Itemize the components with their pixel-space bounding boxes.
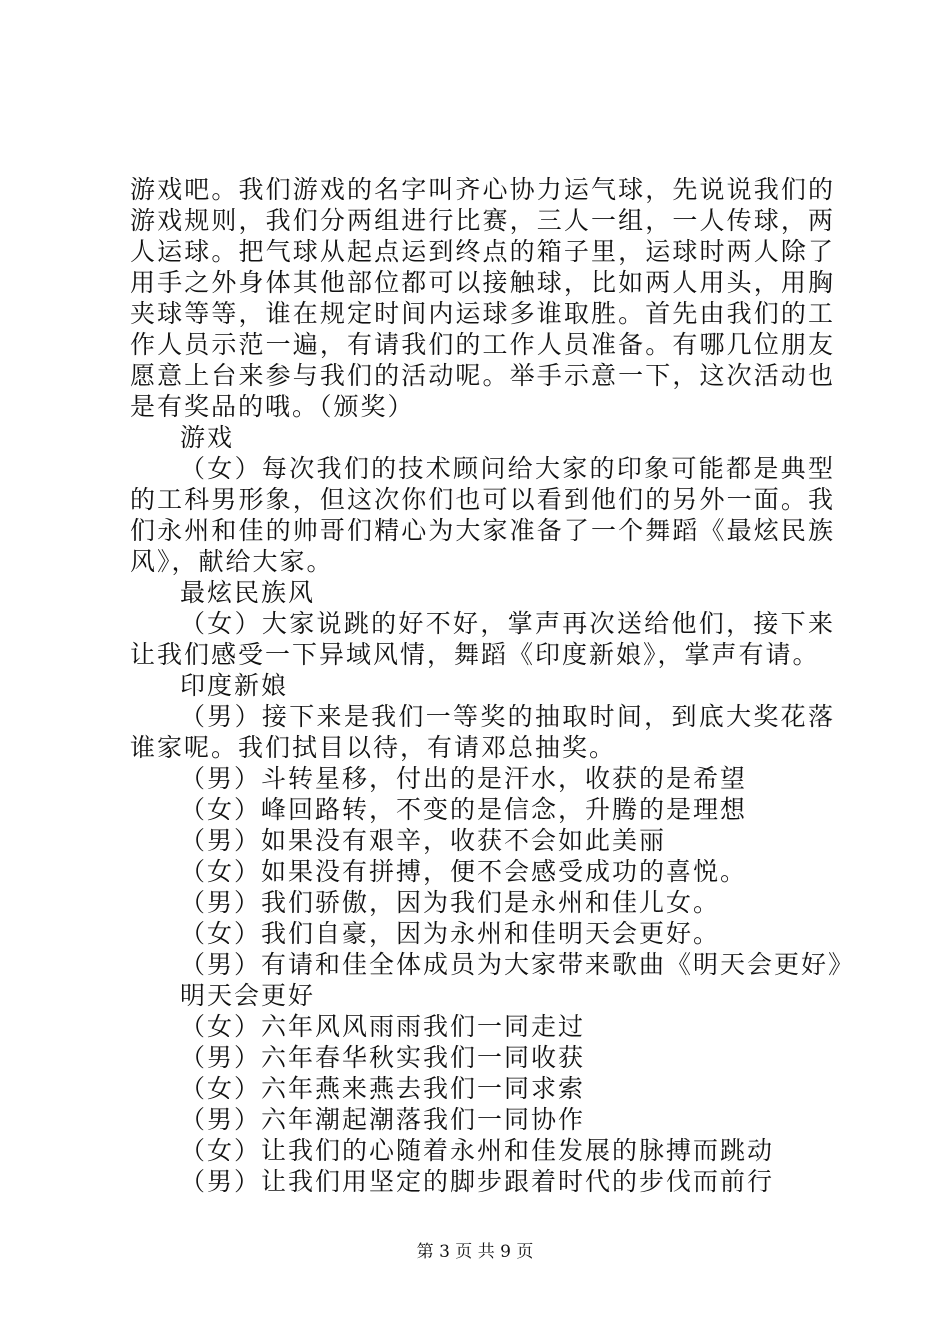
dialogue-line: （男）斗转星移，付出的是汗水，收获的是希望 <box>180 764 748 793</box>
dialogue-line: （女）我们自豪，因为永州和佳明天会更好。 <box>180 919 721 948</box>
dialogue-line: （男）六年潮起潮落我们一同协作 <box>180 1105 586 1134</box>
dialogue-line: （男）让我们用坚定的脚步跟着时代的步伐而前行 <box>180 1167 775 1196</box>
document-body <box>130 174 856 1197</box>
paragraph-dance-intro: （女）每次我们的技术顾问给大家的印象可能都是典型的工科男形象，但这次你们也可以看到他们的另外一面。我们永州和佳的帅哥们精心为大家准备了一个舞蹈《最炫民族风》，献给大家。 <box>130 454 835 576</box>
dialogue-line: （女）峰回路转，不变的是信念，升腾的是理想 <box>180 795 748 824</box>
dialogue-line: （女）六年燕来燕去我们一同求索 <box>180 1074 586 1103</box>
dialogue-line: （男）六年春华秋实我们一同收获 <box>180 1043 586 1072</box>
dialogue-line: （男）我们骄傲，因为我们是永州和佳儿女。 <box>180 888 721 917</box>
dialogue-line: （男）如果没有艰辛，收获不会如此美丽 <box>180 826 667 855</box>
dialogue-line: （男）有请和佳全体成员为大家带来歌曲《明天会更好》 <box>180 950 856 979</box>
page-number-footer: 第 3 页 共 9 页 <box>416 1242 534 1262</box>
program-title-india: 印度新娘 <box>180 671 289 700</box>
dialogue-line: （女）让我们的心随着永州和佳发展的脉搏而跳动 <box>180 1136 775 1165</box>
dialogue-line: （女）六年风风雨雨我们一同走过 <box>180 1012 586 1041</box>
program-title-song: 明天会更好 <box>180 981 316 1010</box>
paragraph-game-rules: 游戏吧。我们游戏的名字叫齐心协力运气球，先说说我们的游戏规则，我们分两组进行比赛，三人一组，一人传球，两人运球。把气球从起点运到终点的箱子里，运球时两人除了用手之外身体其他部位都可以接触球，比如两人用头，用胸夹球等等，谁在规定时间内运球多谁取胜。首先由我们的工作人员示范一遍，有请我们的工作人员准备。有哪几位朋友愿意上台来参与我们的活动呢。举手示意一下，这次活动也是有奖品的哦。（颁奖） <box>130 175 835 421</box>
paragraph-india-intro: （女）大家说跳的好不好，掌声再次送给他们，接下来让我们感受一下异域风情，舞蹈《印度新娘》，掌声有请。 <box>130 609 835 669</box>
paragraph-lottery: （男）接下来是我们一等奖的抽取时间，到底大奖花落谁家呢。我们拭目以待，有请邓总抽奖。 <box>130 702 835 762</box>
program-title-game: 游戏 <box>180 423 235 452</box>
program-title-dance: 最炫民族风 <box>180 578 316 607</box>
dialogue-line: （女）如果没有拼搏，便不会感受成功的喜悦。 <box>180 857 748 886</box>
